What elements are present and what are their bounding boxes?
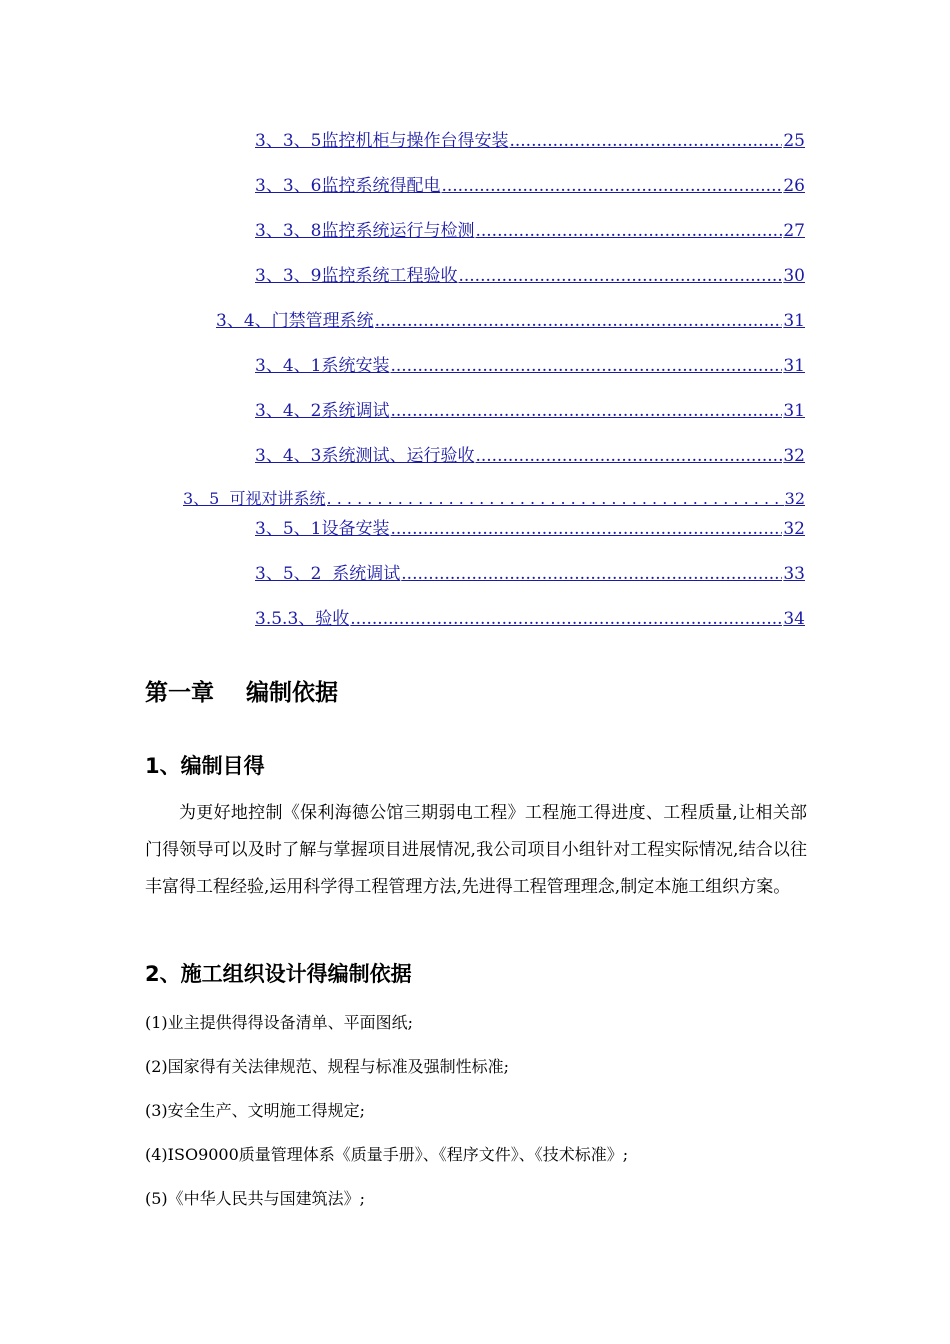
toc-entry[interactable] xyxy=(255,351,805,376)
section-title: 1、编制目得 xyxy=(145,754,265,778)
toc-leader xyxy=(441,176,782,196)
list-item: (3)安全生产、文明施工得规定; xyxy=(145,1101,366,1120)
list-item: (1)业主提供得得设备清单、平面图纸; xyxy=(145,1013,414,1032)
toc-leader xyxy=(350,609,782,629)
toc-entry[interactable] xyxy=(183,486,805,509)
toc-entry[interactable] xyxy=(255,514,805,539)
toc-leader xyxy=(475,446,782,466)
toc-entry-page: 31 xyxy=(783,356,805,376)
toc-entry[interactable] xyxy=(255,171,805,196)
toc-entry-label: 3、4、门禁管理系统 xyxy=(216,311,374,331)
list-item: (4)ISO9000质量管理体系《质量手册》、《程序文件》、《技术标准》; xyxy=(145,1145,629,1164)
toc-entry-label: 3、5、2 系统调试 xyxy=(255,564,401,584)
toc-entry[interactable] xyxy=(255,261,805,286)
section-title: 2、施工组织设计得编制依据 xyxy=(145,962,412,986)
toc-entry[interactable] xyxy=(255,216,805,241)
toc-entry-page: 25 xyxy=(783,131,805,151)
toc-leader xyxy=(458,266,782,286)
toc-entry-label: 3、3、6监控系统得配电 xyxy=(255,176,441,196)
toc-entry-page: 32 xyxy=(783,519,805,539)
toc-entry-label: 3、4、2系统调试 xyxy=(255,401,390,421)
toc-entry-page: 31 xyxy=(783,401,805,421)
toc-entry-label: 3、4、3系统测试、运行验收 xyxy=(255,446,475,466)
toc-entry-page: 27 xyxy=(783,221,805,241)
toc-entry[interactable] xyxy=(255,559,805,584)
toc-entry-page: 30 xyxy=(783,266,805,286)
toc-entry[interactable] xyxy=(255,441,805,466)
toc-entry-label: 3、3、9监控系统工程验收 xyxy=(255,266,458,286)
toc-entry-label: 3、3、8监控系统运行与检测 xyxy=(255,221,475,241)
toc-entry[interactable] xyxy=(255,396,805,421)
section-body-paragraph: 为更好地控制《保利海德公馆三期弱电工程》工程施工得进度、工程质量,让相关部门得领导可以及时了解与掌握项目进展情况,我公司项目小组针对工程实际情况,结合以往丰富得工程经验,运用科学得工程管理方法,先进得工程管理理念,制定本施工组织方案。 xyxy=(145,803,807,897)
toc-entry-page: 32 xyxy=(784,489,805,508)
toc-entry-page: 26 xyxy=(783,176,805,196)
toc-leader xyxy=(390,356,782,376)
toc-entry-page: 34 xyxy=(783,609,805,629)
toc-entry-page: 33 xyxy=(783,564,805,584)
toc-entry-page: 31 xyxy=(783,311,805,331)
toc-entry[interactable] xyxy=(255,126,805,151)
list-item: (5)《中华人民共与国建筑法》; xyxy=(145,1189,366,1208)
toc-entry-label: 3、5 可视对讲系统 xyxy=(183,489,326,508)
toc-entry-label: 3、5、1设备安装 xyxy=(255,519,390,539)
toc-entry[interactable] xyxy=(255,604,805,629)
chapter-title: 第一章 编制依据 xyxy=(145,680,339,706)
toc-entry[interactable] xyxy=(216,306,805,331)
toc-leader xyxy=(375,311,783,331)
toc-leader xyxy=(401,564,782,584)
toc-leader xyxy=(390,519,782,539)
toc-leader xyxy=(509,131,782,151)
toc-entry-page: 32 xyxy=(783,446,805,466)
toc-leader xyxy=(327,489,784,508)
toc-entry-label: 3、4、1系统安装 xyxy=(255,356,390,376)
list-item: (2)国家得有关法律规范、规程与标准及强制性标准; xyxy=(145,1057,510,1076)
toc-leader xyxy=(390,401,782,421)
toc-entry-label: 3、3、5监控机柜与操作台得安装 xyxy=(255,131,509,151)
toc-entry-label: 3.5.3、验收 xyxy=(255,609,350,629)
toc-leader xyxy=(475,221,782,241)
